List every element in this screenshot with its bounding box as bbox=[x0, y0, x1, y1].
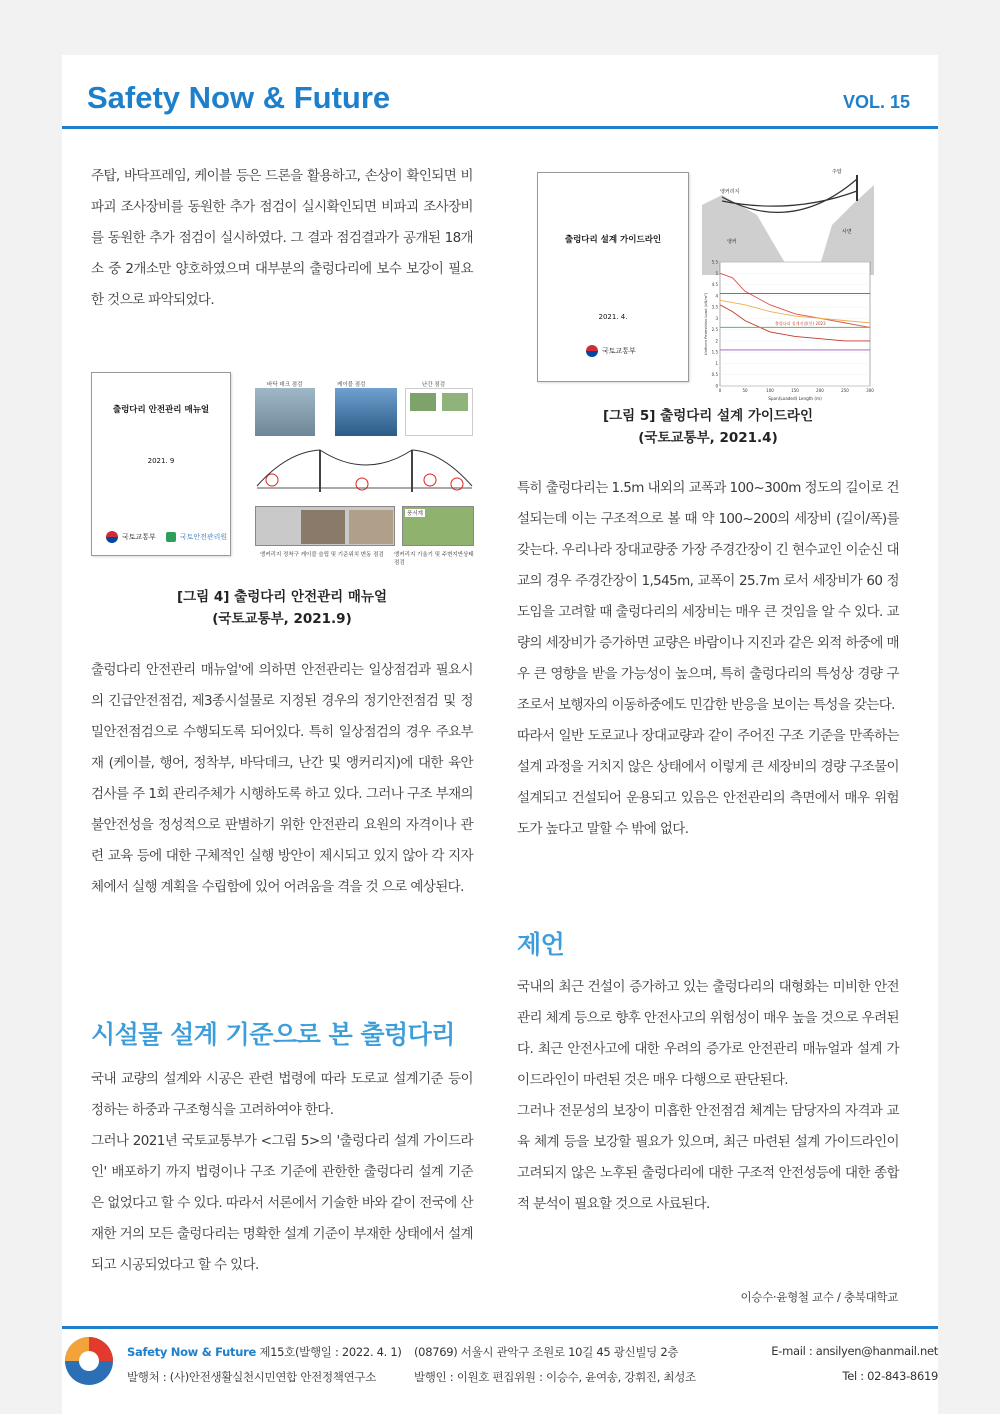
section-heading-proposal: 제언 bbox=[517, 930, 565, 959]
masthead-title: Safety Now & Future bbox=[87, 80, 391, 115]
x-tick-label: 50 bbox=[742, 388, 748, 393]
left-para-3: 국내 교량의 설계와 시공은 관련 법령에 따라 도로교 설계기준 등이 정하는 하중과 구조형식을 고려하여야 한다. 그러나 2021년 국토교통부가 <그림 5>의 '출렁다리 설계 가이드라인' 배포하기 까지 법령이나 구조 기준에 관한한 출렁다리 설계 기준은 없었다고 할 수 있다. 따라서 서론에서 기술한 바와 같이 전국에 산재한 거의 모든 출렁다리는 명확한 설계 기준이 부재한 상태에서 설계되고 시공되었다고 할 수 있다. bbox=[91, 1071, 473, 1273]
guideline-cover-title: 출렁다리 설계 가이드라인 bbox=[564, 235, 662, 245]
y-tick-label: 5 bbox=[715, 270, 718, 276]
government-emblem-icon bbox=[106, 531, 118, 543]
agency-logo-icon bbox=[166, 532, 176, 542]
y-tick-label: 2.5 bbox=[711, 327, 718, 333]
y-tick-label: 3.5 bbox=[711, 304, 718, 310]
manual-cover-title: 출렁다리 안전관리 매뉴얼 bbox=[112, 405, 210, 415]
deck-photo bbox=[255, 388, 315, 436]
guideline-cover bbox=[537, 172, 689, 382]
section-heading-design: 시설물 설계 기준으로 본 출렁다리 bbox=[91, 1020, 455, 1049]
footer-email[interactable]: E-mail : ansilyen@hanmail.net bbox=[771, 1344, 938, 1358]
page bbox=[62, 55, 938, 1414]
y-tick-label: 1 bbox=[715, 360, 718, 366]
y-tick-label: 0 bbox=[715, 383, 718, 389]
figure-5-caption: [그림 5] 출렁다리 설계 가이드라인 (국토교통부, 2021.4) bbox=[602, 408, 814, 446]
y-tick-label: 4 bbox=[715, 293, 718, 299]
rail-photos bbox=[405, 388, 473, 436]
slope-photos bbox=[402, 506, 474, 546]
footer-issue: Safety Now & Future 제15호(발행일 : 2022. 4. 1) bbox=[127, 1345, 402, 1359]
footer-rule bbox=[62, 1326, 938, 1329]
bridge-label-left: 앵커리지 bbox=[720, 189, 740, 195]
bridge-label-top: 주탑 bbox=[832, 169, 842, 175]
label-deck-inspection: 바닥 데크 점검 bbox=[267, 382, 303, 388]
footer-tel: Tel : 02-843-8619 bbox=[842, 1369, 938, 1383]
guideline-cover-date: 2021. 4. bbox=[598, 313, 628, 321]
y-tick-label: 4.5 bbox=[711, 282, 718, 288]
footer-editors: 발행인 : 이원호 편집위원 : 이승수, 윤여송, 강휘진, 최성조 bbox=[414, 1370, 696, 1384]
government-emblem-icon bbox=[586, 345, 598, 357]
bridge-label-slope: 사면 bbox=[842, 229, 852, 235]
y-tick-label: 3 bbox=[715, 315, 718, 321]
y-tick-label: 0.5 bbox=[711, 372, 718, 378]
x-tick-label: 300 bbox=[866, 388, 874, 393]
x-tick-label: 100 bbox=[766, 388, 774, 393]
y-tick-label: 1.5 bbox=[711, 349, 718, 355]
inspection-photo-panel bbox=[252, 380, 477, 566]
label-rail-inspection: 난간 점검 bbox=[422, 382, 446, 388]
cable-photo bbox=[335, 388, 397, 436]
manual-publishers: 국토교통부 국토안전관리원 bbox=[106, 531, 227, 543]
organization-logo-icon bbox=[63, 1335, 115, 1387]
manual-cover-date: 2021. 9 bbox=[147, 457, 175, 465]
x-tick-label: 250 bbox=[841, 388, 849, 393]
label-anchor-tilt: 앵커리지 기울기 및 주변지반상태 점검 bbox=[394, 552, 474, 566]
x-tick-label: 0 bbox=[718, 388, 722, 393]
label-cable-inspection: 케이블 점검 bbox=[337, 382, 366, 388]
left-para-2: 출렁다리 안전관리 매뉴얼'에 의하면 안전관리는 일상점검과 필요시의 긴급안전점검, 제3종시설물로 지정된 경우의 정기안전점검 및 정밀안전점검으로 수행되도록 되어있다. 특히 일상점검의 경우 주요부재 (케이블, 행어, 정착부, 바닥데크, 난간 및 앵커리지)에 대한 육안 검사를 주 1회 관리주체가 시행하도록 하고 있다. 그러나 구조 부재의 불안전성을 정성적으로 판별하기 위한 안전관리 요원의 자격이나 관련 교육 등에 대한 구체적인 실행 방안이 제시되고 있지 않아 각 지자체에서 실행 계획을 수립함에 있어 어려움을 격을 것 으로 예상된다. bbox=[91, 662, 473, 895]
right-para-1: 특히 출렁다리는 1.5m 내외의 교폭과 100~300m 정도의 길이로 건설되는데 이는 구조적으로 볼 때 약 100~200의 세장비 (길이/폭)를 갖는다. 우리나라 장대교량중 가장 주경간장이 긴 현수교인 이순신 대교의 경우 주경간장이 1,545m, 교폭이 25.7m 로서 세장비가 60 정도임을 고려할 때 출렁다리의 세장비는 매우 큰 것임을 알 수 있다. 교량의 세장비가 증가하면 교량은 바람이나 지진과 같은 외적 하중에 매우 큰 영향을 받을 가능성이 높으며, 특히 출렁다리의 특성상 경량 구조로서 보행자의 이동하중에도 민감한 반응을 보이는 특성을 갖는다. 따라서 일반 도로교나 장대교량과 같이 주어진 구조 기준을 만족하는 설계 과정을 거치지 않은 상태에서 이렇게 큰 세장비의 경량 구조물이 설계되고 건설되어 운용되고 있음은 안전관리의 측면에서 매우 위험도가 높다고 말할 수 밖에 없다. bbox=[517, 480, 899, 837]
x-axis-label: Span(Loaded) Length (m) bbox=[768, 396, 822, 401]
footer-publisher: 발행처 : (사)안전생활실천시민연합 안전정책연구소 bbox=[127, 1370, 377, 1384]
guideline-publisher: 국토교통부 bbox=[586, 345, 636, 357]
pedestrian-load-chart bbox=[702, 258, 874, 408]
manual-cover bbox=[91, 372, 231, 556]
x-tick-label: 150 bbox=[791, 388, 799, 393]
header-rule bbox=[62, 126, 938, 129]
right-para-3: 국내의 최근 건설이 증가하고 있는 출렁다리의 대형화는 미비한 안전관리 체계 등으로 향후 안전사고의 위험성이 매우 높을 것으로 우려된다. 최근 안전사고에 대한 우려의 증가로 안전관리 매뉴얼과 설계 가이드라인이 마련된 것은 매우 다행으로 판단된다. 그러나 전문성의 보장이 미흡한 안전점검 체계는 담당자의 자격과 교육 체계 등을 보강할 필요가 있으며, 최근 마련된 설계 가이드라인이 고려되지 않은 노후된 출렁다리에 대한 구조적 안전성등에 대한 종합적 분석이 필요할 것으로 사료된다. bbox=[517, 979, 899, 1212]
label-anchor-slip: 앵커리지 정착구 케이블 슬립 및 기준위치 변동 점검 bbox=[260, 552, 384, 558]
y-axis-label: Uniform Pedestrian Load (kN/m²) bbox=[703, 292, 708, 356]
label-wind: 풍서계 bbox=[407, 511, 423, 517]
x-tick-label: 200 bbox=[816, 388, 824, 393]
anchorage-photos bbox=[255, 506, 395, 546]
volume-number: VOL. 15 bbox=[842, 92, 910, 112]
bridge-label-anchor: 앵커 bbox=[727, 239, 737, 245]
bridge-inspection-diagram bbox=[252, 440, 477, 502]
y-tick-label: 5.5 bbox=[711, 259, 718, 265]
left-para-1: 주탑, 바닥프레임, 케이블 등은 드론을 활용하고, 손상이 확인되면 비파괴 조사장비를 동원한 추가 점검이 실시확인되면 비파괴 조사장비를 동원한 추가 점검이 실시하였다. 그 결과 점검결과가 공개된 18개소 중 2개소만 양호하였으며 대부분의 출렁다리에 보수 보강이 필요한 것으로 파악되었다. bbox=[91, 168, 473, 308]
y-tick-label: 2 bbox=[715, 338, 718, 344]
figure-4-caption: [그림 4] 출렁다리 안전관리 매뉴얼 (국토교통부, 2021.9) bbox=[176, 589, 388, 627]
footer-address: (08769) 서울시 관악구 조원로 10길 45 광신빌딩 2층 bbox=[414, 1345, 679, 1359]
chart-note: 출렁다리 설계지침(안) 2023 bbox=[775, 321, 826, 327]
author-credit: 이승수·윤형철 교수 / 충북대학교 bbox=[740, 1290, 898, 1304]
